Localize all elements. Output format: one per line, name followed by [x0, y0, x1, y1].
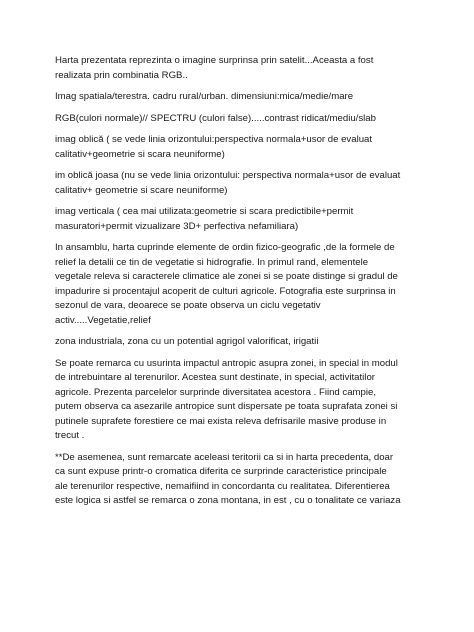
paragraph-rgb-spectrum: RGB(culori normale)// SPECTRU (culori false).....contrast ridicat/mediu/slab [55, 112, 376, 124]
paragraph-image-type: Imag spatiala/terestra. cadru rural/urban. dimensiuni:mica/medie/mare [55, 91, 354, 102]
paragraph-intro: Harta prezentata reprezinta o imagine surprinsa prin satelit...Aceasta a fost realizata prin combinatia RGB.. [55, 55, 374, 81]
paragraph-oblique-image: imag oblică ( se vede linia orizontului:perspectiva normala+usor de evaluat calitativ+geometrie si scara neuniforme) [55, 134, 373, 160]
paragraph-vertical-image: imag verticala ( cea mai utilizata:geometrie si scara predictibile+permit masuratori+permit vizualizare 3D+ perfectiva nefamiliara) [55, 206, 354, 232]
paragraph-overview: In ansamblu, harta cuprinde elemente de ordin fizico-geografic ,de la formele de relief la detalii ce tin de vegetatie si hidrografie. In primul rand, elementele vegetale releva si caracterele climatice ale zonei si se poate distinge si gradul de impadurire si procentajul acoperit de culturi agricole. Fotografia este surprinsa in sezonul de vara, deoarece se poate observa un ciclu vegetativ activ.....Vegetatie,relief [55, 242, 398, 326]
paragraph-industrial-zone: zona industriala, zona cu un potential agrigol valorificat, irigatii [55, 336, 319, 347]
paragraph-low-oblique-image: im oblică joasa (nu se vede linia orizontului: perspectiva normala+usor de evaluat calitativ+ geometrie si scare neuniforme) [55, 170, 401, 196]
document-body [55, 54, 435, 516]
paragraph-anthropic-impact: Se poate remarca cu usurinta impactul antropic asupra zonei, in special in modul de intrebuintare al terenurilor. Acestea sunt destinate, in special, activitatilor agricole. Prezenta parcelelor surprinde diversitatea acestora . Fiind campie, putem observa ca asezarile antropice sunt dispersate pe toata suprafata zonei si putinele suprafete forestiere ce mai exista releva defrisarile masive produse in trecut . [55, 357, 398, 441]
paragraph-previous-map-comparison: **De asemenea, sunt remarcate aceleasi teritorii ca si in harta precedenta, doar ca sunt expuse printr-o cromatica diferita ce surprinde caracteristice principale ale terenurilor respective, nemaifiind in concordanta cu realitatea. Diferentierea este logica si astfel se remarca o zona montana, in est , cu o tonalitate ce variaza [55, 451, 401, 506]
